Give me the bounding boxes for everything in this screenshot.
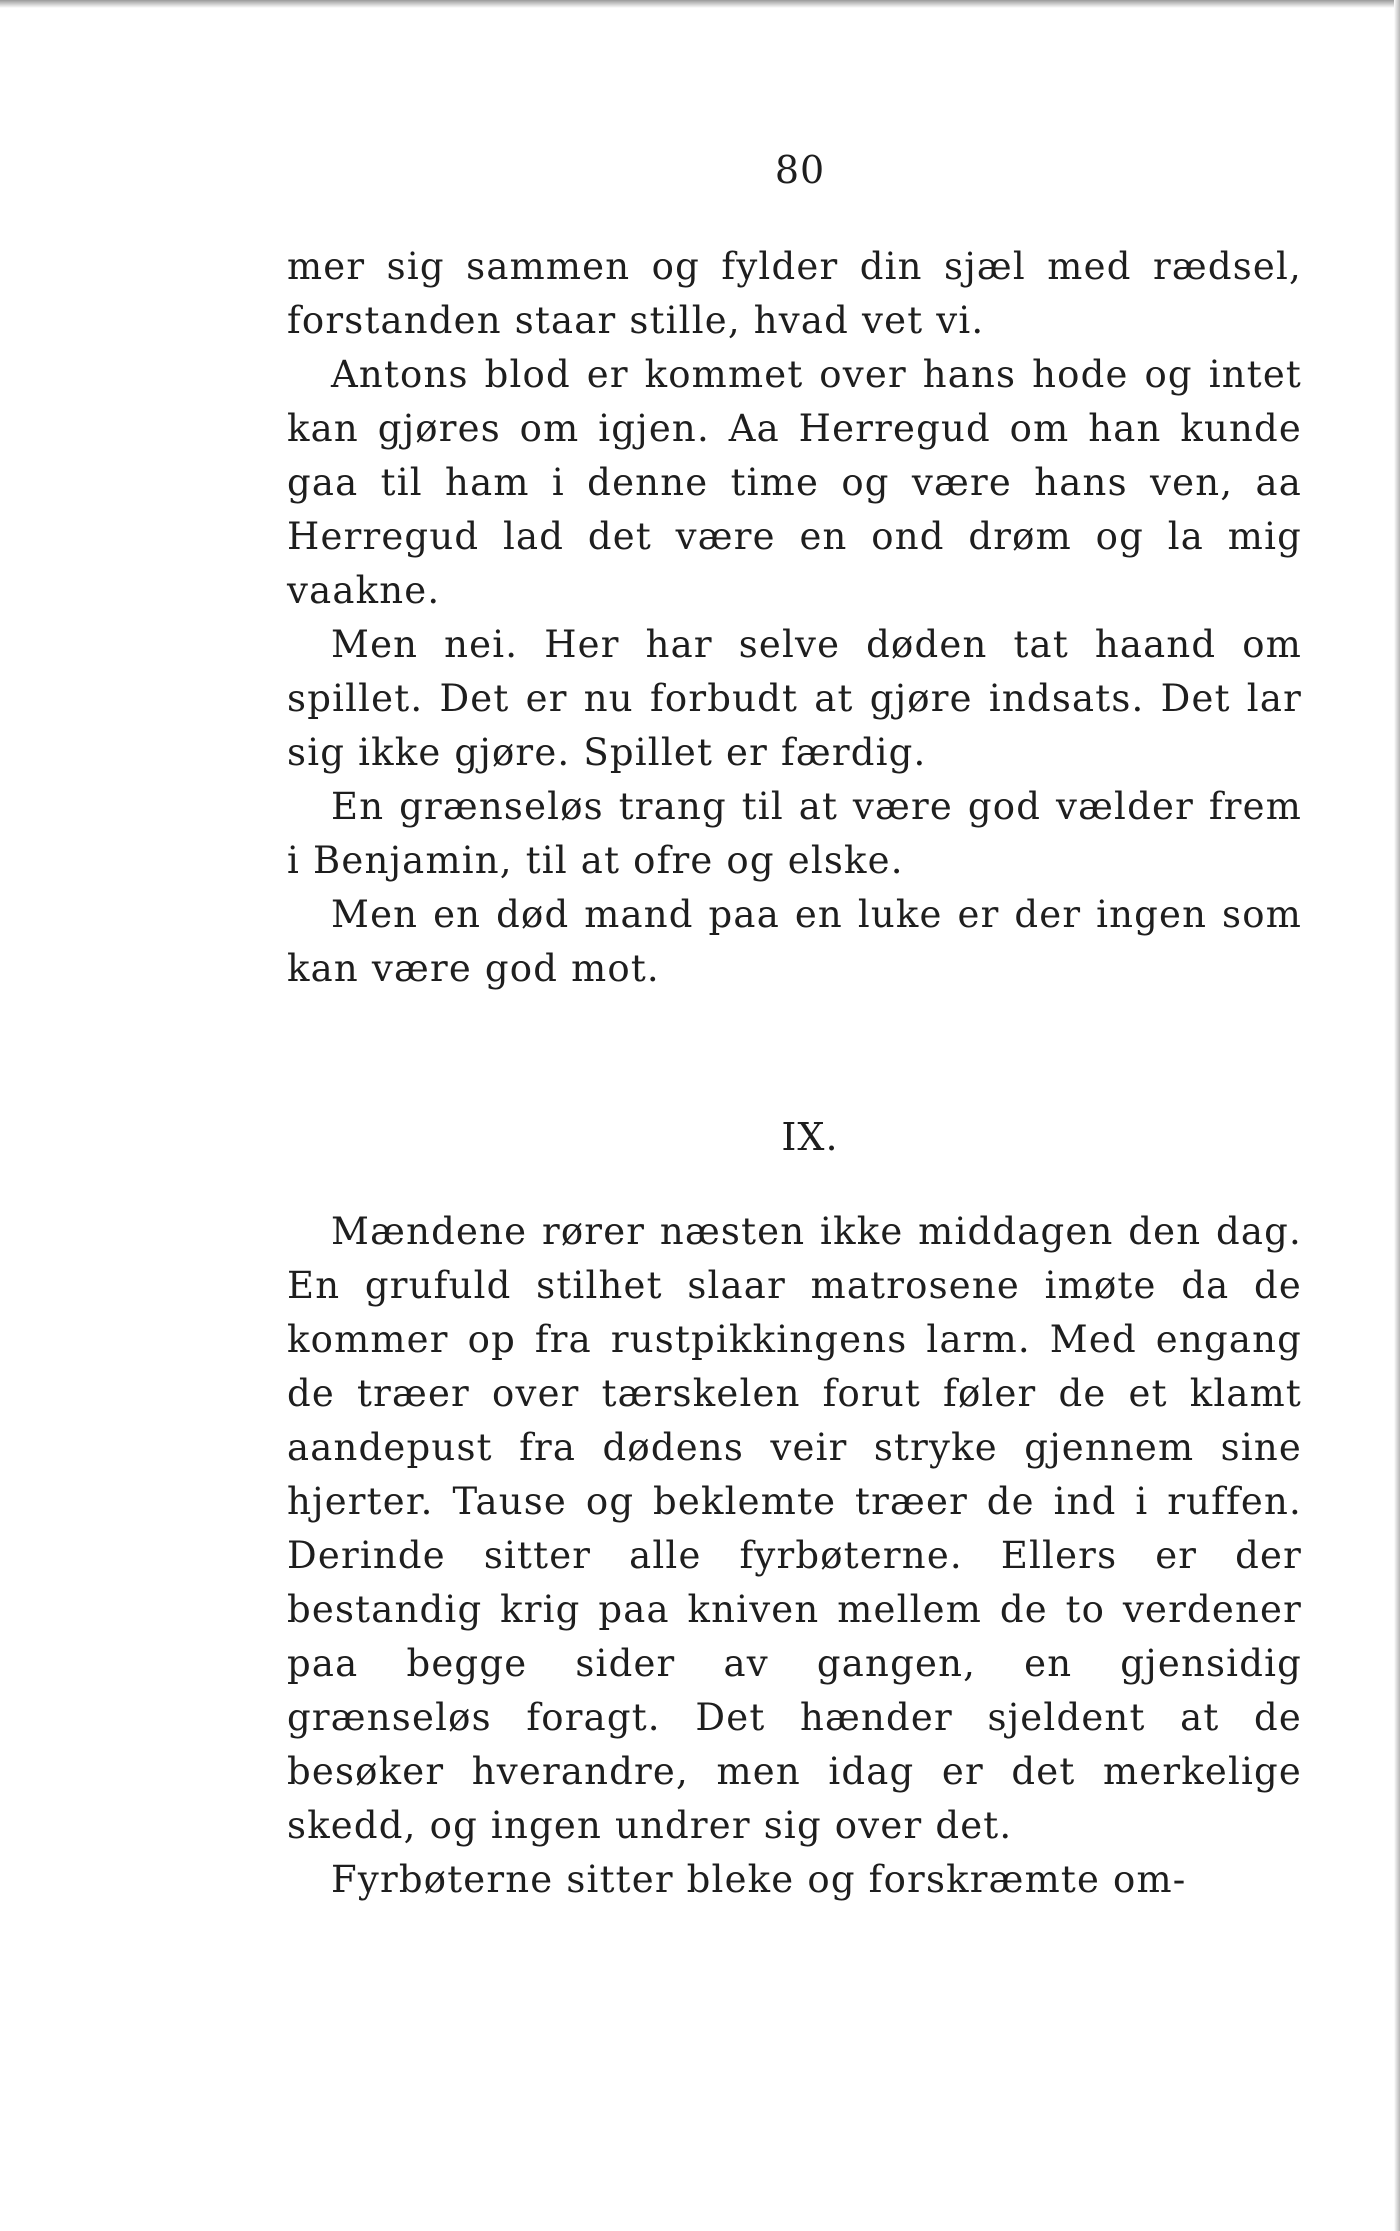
paragraph: Antons blod er kommet over hans hode og intet kan gjøres om igjen. Aa Herregud om han kunde gaa til ham i denne time og være hans ven, aa Herregud lad det være en ond drøm og la mig vaakne.: [287, 353, 1302, 612]
page-top-edge: [0, 0, 1400, 8]
text-section-1: [287, 240, 1302, 996]
text-section-2: [287, 1205, 1302, 1907]
paragraph: En grænseløs trang til at være god vælder frem i Benjamin, til at ofre og elske.: [287, 785, 1302, 882]
paragraph: Men en død mand paa en luke er der ingen som kan være god mot.: [287, 893, 1302, 990]
chapter-heading: IX.: [781, 1115, 839, 1159]
paragraph: Mændene rører næsten ikke middagen den dag. En grufuld stilhet slaar matrosene imøte da de kommer op fra rustpikkingens larm. Med engang de træer over tærskelen forut føler de et klamt aandepust fra dødens veir stryke gjennem sine hjerter. Tause og beklemte træer de ind i ruffen. Derinde sitter alle fyrbøterne. Ellers er der bestandig krig paa kniven mellem de to verdener paa begge sider av gangen, en gjensidig grænseløs foragt. Det hænder sjeldent at de besøker hverandre, men idag er det merkelige skedd, og ingen undrer sig over det.: [287, 1210, 1302, 1847]
page-number: 80: [774, 148, 826, 192]
paragraph: Fyrbøterne sitter bleke og forskræmte om-: [331, 1858, 1187, 1901]
paragraph: mer sig sammen og fylder din sjæl med rædsel, forstanden staar stille, hvad vet vi.: [287, 245, 1302, 342]
paragraph: Men nei. Her har selve døden tat haand om spillet. Det er nu forbudt at gjøre indsats. Det lar sig ikke gjøre. Spillet er færdig.: [287, 623, 1302, 774]
